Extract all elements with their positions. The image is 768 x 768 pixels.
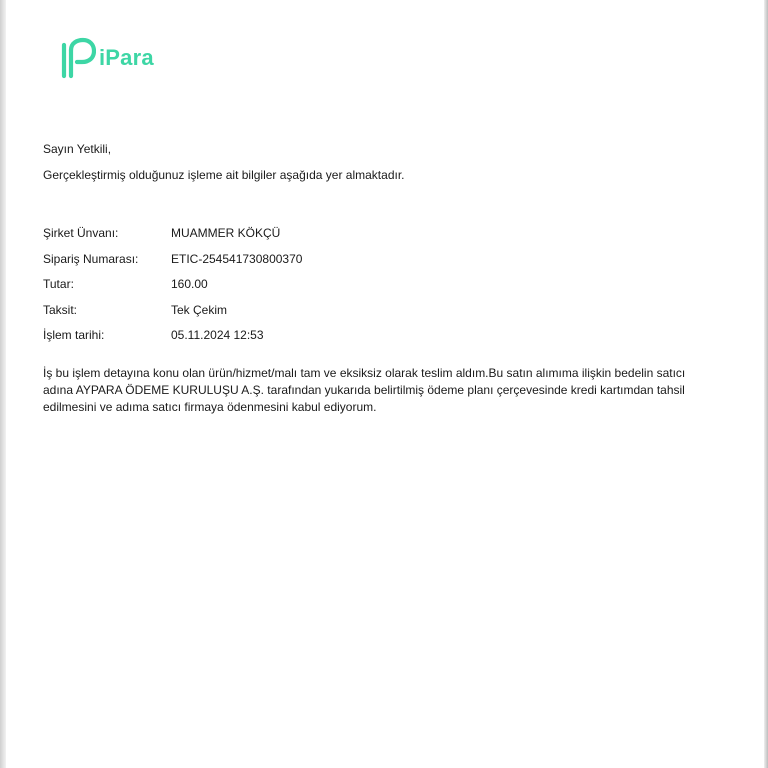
detail-label: Şirket Ünvanı: bbox=[43, 226, 119, 240]
detail-value: 160.00 bbox=[171, 277, 208, 291]
page-edge-left bbox=[0, 0, 6, 768]
detail-value: 05.11.2024 12:53 bbox=[171, 328, 264, 342]
statement-line: edilmesini ve adıma satıcı firmaya ödenmesini kabul ediyorum. bbox=[43, 400, 377, 414]
detail-value: MUAMMER KÖKÇÜ bbox=[171, 226, 281, 240]
detail-label: İşlem tarihi: bbox=[43, 328, 105, 342]
statement-line: adına AYPARA ÖDEME KURULUŞU A.Ş. tarafından yukarıda belirtilmiş ödeme planı çerçevesinde kredi kartımdan tahsil bbox=[43, 383, 685, 397]
detail-label: Sipariş Numarası: bbox=[43, 251, 139, 266]
page-edge-right bbox=[764, 0, 768, 768]
logo-text: iPara bbox=[99, 45, 154, 70]
detail-label: Tutar: bbox=[43, 277, 74, 291]
intro-text: Gerçekleştirmiş olduğunuz işleme ait bilgiler aşağıda yer almaktadır. bbox=[43, 168, 405, 182]
greeting: Sayın Yetkili, bbox=[43, 142, 112, 156]
detail-value: ETIC-254541730800370 bbox=[171, 251, 303, 266]
acceptance-statement bbox=[43, 365, 743, 416]
statement-line: İş bu işlem detayına konu olan ürün/hizmet/malı tam ve eksiksiz olarak teslim aldım.Bu satın alımıma ilişkin bedelin satıcı bbox=[43, 366, 686, 380]
detail-value: Tek Çekim bbox=[171, 302, 228, 317]
detail-label: Taksit: bbox=[43, 302, 78, 317]
ipara-logo-icon bbox=[60, 37, 96, 79]
ipara-logo bbox=[60, 36, 154, 80]
